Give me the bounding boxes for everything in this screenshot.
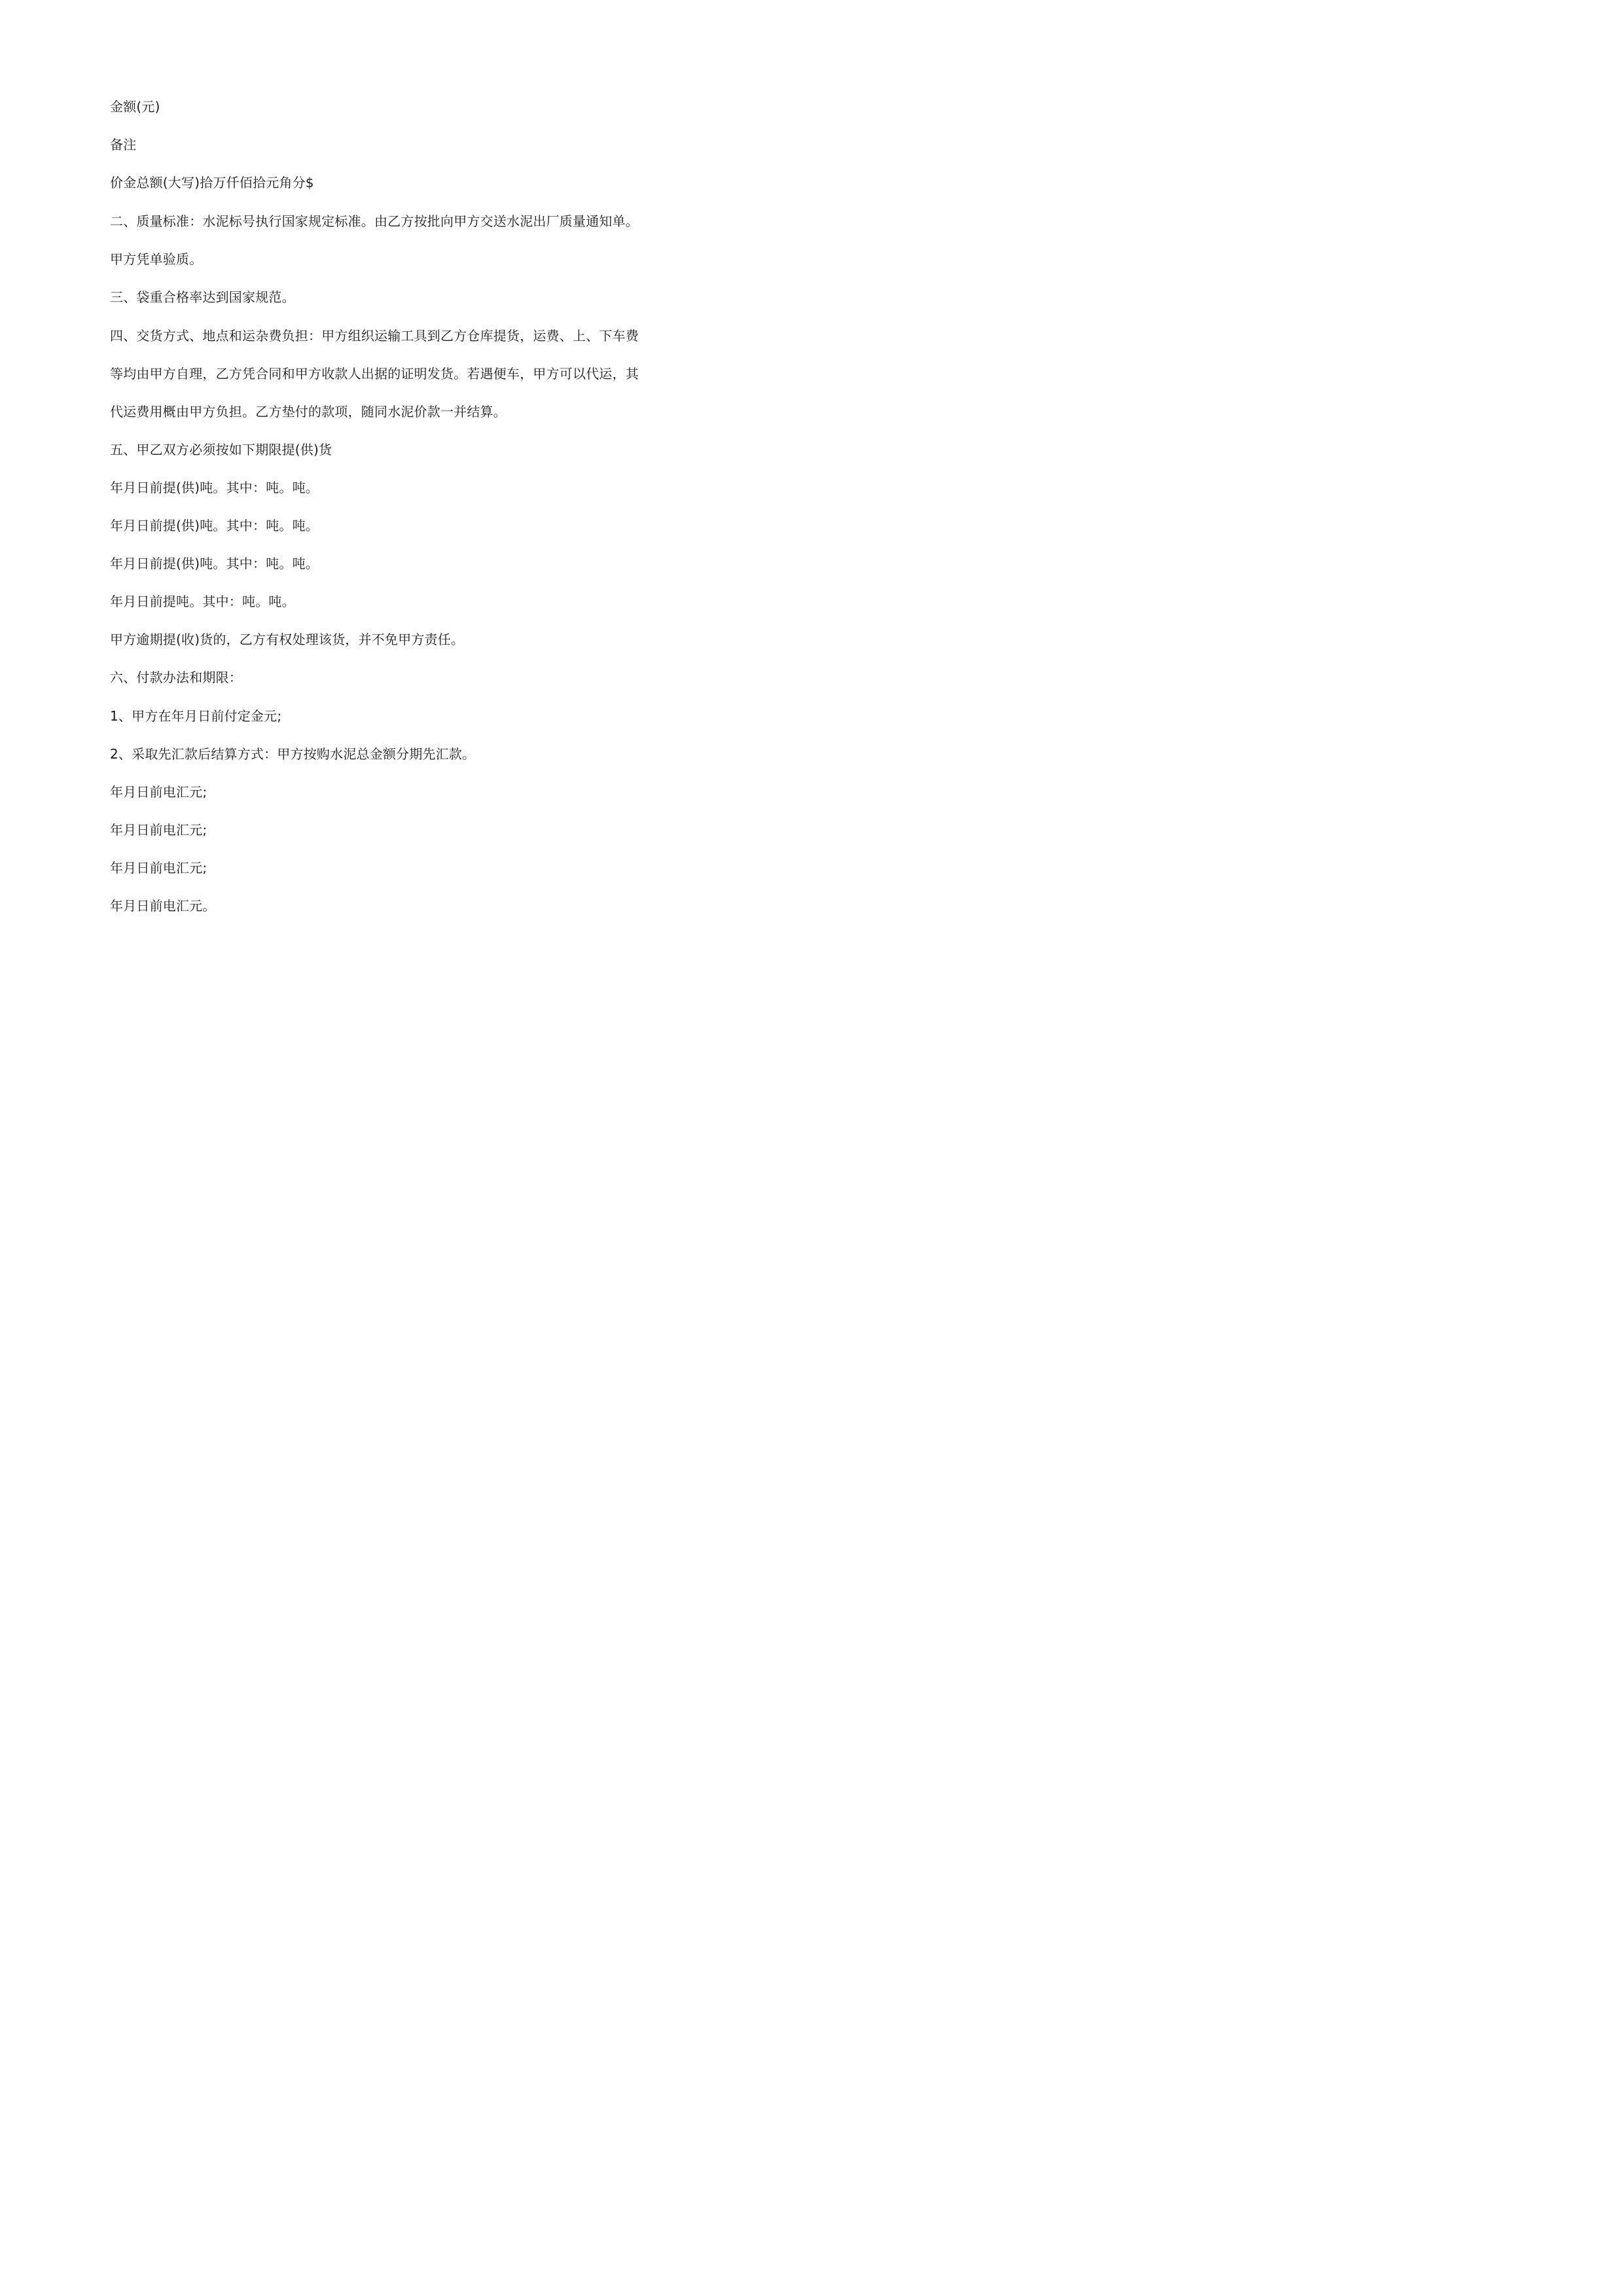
delivery-method-line-3: 代运费用概由甲方负担。乙方垫付的款项，随同水泥价款一并结算。	[110, 404, 507, 420]
payment-heading: 六、付款办法和期限：	[110, 670, 242, 685]
remittance-schedule-item: 年月日前电汇元;	[110, 822, 207, 838]
delivery-schedule-item: 年月日前提吨。其中：吨。吨。	[110, 594, 295, 609]
delivery-schedule-heading: 五、甲乙双方必须按如下期限提(供)货	[110, 442, 332, 457]
quality-inspection-line: 甲方凭单验质。	[110, 251, 203, 267]
amount-yuan-label: 金额(元)	[110, 99, 160, 115]
remarks-label: 备注	[110, 137, 137, 152]
remittance-schedule-item: 年月日前电汇元;	[110, 784, 207, 800]
total-amount-line: 价金总额(大写)拾万仟佰拾元角分$	[110, 175, 314, 190]
remittance-schedule-item: 年月日前电汇元;	[110, 860, 207, 876]
quality-standard-line: 二、质量标准：水泥标号执行国家规定标准。由乙方按批向甲方交送水泥出厂质量通知单。	[110, 213, 639, 229]
remittance-schedule-item: 年月日前电汇元。	[110, 898, 216, 914]
bag-weight-line: 三、袋重合格率达到国家规范。	[110, 289, 295, 305]
delivery-method-line-2: 等均由甲方自理，乙方凭合同和甲方收款人出据的证明发货。若遇便车，甲方可以代运，其	[110, 366, 639, 382]
overdue-pickup-line: 甲方逾期提(收)货的，乙方有权处理该货，并不免甲方责任。	[110, 632, 465, 647]
payment-item-remittance: 2、采取先汇款后结算方式：甲方按购水泥总金额分期先汇款。	[110, 746, 476, 762]
delivery-method-line-1: 四、交货方式、地点和运杂费负担：甲方组织运输工具到乙方仓库提货，运费、上、下车费	[110, 328, 639, 344]
delivery-schedule-item: 年月日前提(供)吨。其中：吨。吨。	[110, 480, 319, 495]
payment-item-deposit: 1、甲方在年月日前付定金元;	[110, 708, 282, 724]
document-page	[0, 0, 725, 1026]
delivery-schedule-item: 年月日前提(供)吨。其中：吨。吨。	[110, 518, 319, 533]
delivery-schedule-item: 年月日前提(供)吨。其中：吨。吨。	[110, 556, 319, 571]
